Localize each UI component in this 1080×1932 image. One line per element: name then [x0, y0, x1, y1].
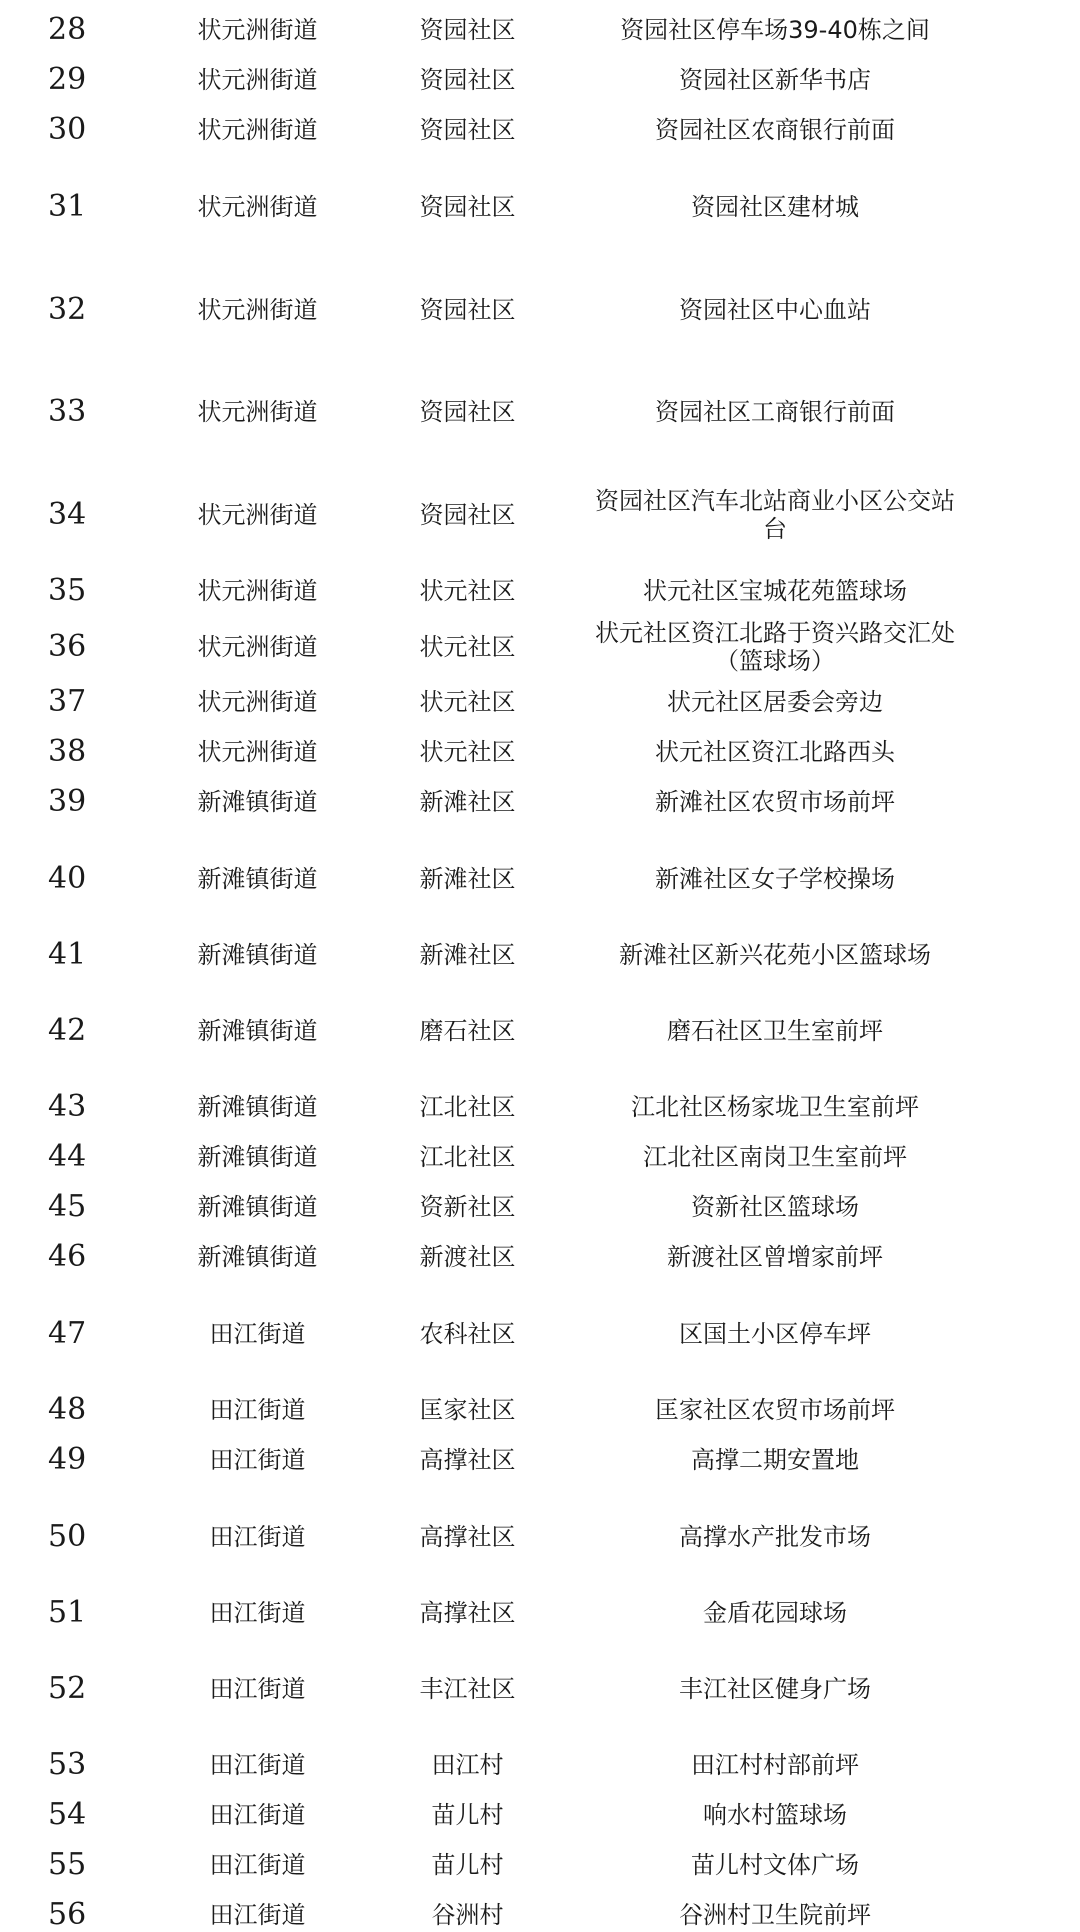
street-cell: 田江街道	[209, 1801, 306, 1829]
community-cell: 新滩社区	[419, 941, 516, 969]
community-cell: 江北社区	[419, 1143, 516, 1171]
street-cell: 田江街道	[209, 1599, 306, 1627]
street-cell: 田江街道	[209, 1901, 306, 1929]
place-cell: 资园社区停车场39-40栋之间	[620, 16, 930, 44]
place-cell: 资园社区汽车北站商业小区公交站台	[595, 487, 955, 543]
row-number: 30	[48, 112, 87, 147]
place-cell: 资园社区新华书店	[679, 66, 871, 94]
street-cell: 田江街道	[209, 1320, 306, 1348]
community-cell: 状元社区	[419, 577, 516, 605]
place-cell: 磨石社区卫生室前坪	[667, 1017, 883, 1045]
street-cell: 状元洲街道	[197, 193, 318, 221]
place-cell: 区国土小区停车坪	[679, 1320, 871, 1348]
place-cell: 响水村篮球场	[703, 1801, 847, 1829]
place-cell: 江北社区杨家垅卫生室前坪	[631, 1093, 919, 1121]
row-number: 47	[48, 1316, 87, 1351]
community-cell: 新滩社区	[419, 865, 516, 893]
row-number: 50	[48, 1519, 87, 1554]
row-number: 31	[48, 189, 87, 224]
place-cell: 状元社区居委会旁边	[667, 688, 883, 716]
community-cell: 资园社区	[419, 296, 516, 324]
row-number: 54	[48, 1797, 87, 1832]
street-cell: 新滩镇街道	[197, 1093, 318, 1121]
street-cell: 田江街道	[209, 1396, 306, 1424]
community-cell: 资园社区	[419, 66, 516, 94]
place-cell: 资园社区农商银行前面	[655, 116, 895, 144]
street-cell: 田江街道	[209, 1446, 306, 1474]
street-cell: 状元洲街道	[197, 116, 318, 144]
row-number: 56	[48, 1897, 87, 1932]
street-cell: 田江街道	[209, 1851, 306, 1879]
community-cell: 谷洲村	[431, 1901, 504, 1929]
community-cell: 新渡社区	[419, 1243, 516, 1271]
community-cell: 农科社区	[419, 1320, 516, 1348]
place-cell: 丰江社区健身广场	[679, 1675, 871, 1703]
community-cell: 状元社区	[419, 633, 516, 661]
street-cell: 新滩镇街道	[197, 1243, 318, 1271]
street-cell: 新滩镇街道	[197, 1193, 318, 1221]
place-cell: 高撑水产批发市场	[679, 1523, 871, 1551]
place-cell: 苗儿村文体广场	[691, 1851, 859, 1879]
street-cell: 新滩镇街道	[197, 865, 318, 893]
community-cell: 匡家社区	[419, 1396, 516, 1424]
street-cell: 状元洲街道	[197, 633, 318, 661]
row-number: 44	[48, 1139, 87, 1174]
row-number: 46	[48, 1239, 87, 1274]
row-number: 42	[48, 1013, 87, 1048]
street-cell: 状元洲街道	[197, 501, 318, 529]
community-cell: 资园社区	[419, 116, 516, 144]
street-cell: 状元洲街道	[197, 296, 318, 324]
street-cell: 状元洲街道	[197, 398, 318, 426]
place-cell: 资园社区中心血站	[679, 296, 871, 324]
place-cell: 谷洲村卫生院前坪	[679, 1901, 871, 1929]
street-cell: 新滩镇街道	[197, 1017, 318, 1045]
place-cell: 新滩社区女子学校操场	[655, 865, 895, 893]
street-cell: 状元洲街道	[197, 577, 318, 605]
community-cell: 资新社区	[419, 1193, 516, 1221]
row-number: 35	[48, 573, 87, 608]
row-number: 52	[48, 1671, 87, 1706]
place-cell: 江北社区南岗卫生室前坪	[643, 1143, 907, 1171]
row-number: 36	[48, 629, 87, 664]
street-cell: 新滩镇街道	[197, 941, 318, 969]
community-cell: 状元社区	[419, 688, 516, 716]
row-number: 33	[48, 394, 87, 429]
street-cell: 状元洲街道	[197, 738, 318, 766]
place-cell: 新渡社区曾增家前坪	[667, 1243, 883, 1271]
row-number: 49	[48, 1442, 87, 1477]
row-number: 39	[48, 784, 87, 819]
community-cell: 磨石社区	[419, 1017, 516, 1045]
place-cell: 田江村村部前坪	[691, 1751, 859, 1779]
community-cell: 状元社区	[419, 738, 516, 766]
community-cell: 高撑社区	[419, 1599, 516, 1627]
place-cell: 新滩社区新兴花苑小区篮球场	[619, 941, 931, 969]
row-number: 38	[48, 734, 87, 769]
community-cell: 田江村	[431, 1751, 504, 1779]
place-cell: 高撑二期安置地	[691, 1446, 859, 1474]
community-cell: 高撑社区	[419, 1446, 516, 1474]
place-cell: 状元社区宝城花苑篮球场	[643, 577, 907, 605]
community-cell: 江北社区	[419, 1093, 516, 1121]
community-cell: 资园社区	[419, 501, 516, 529]
row-number: 45	[48, 1189, 87, 1224]
place-cell: 资园社区建材城	[691, 193, 859, 221]
row-number: 41	[48, 937, 87, 972]
row-number: 43	[48, 1089, 87, 1124]
place-cell: 资园社区工商银行前面	[655, 398, 895, 426]
street-cell: 田江街道	[209, 1751, 306, 1779]
row-number: 55	[48, 1847, 87, 1882]
community-cell: 苗儿村	[431, 1851, 504, 1879]
street-cell: 状元洲街道	[197, 16, 318, 44]
row-number: 51	[48, 1595, 87, 1630]
row-number: 40	[48, 861, 87, 896]
community-cell: 高撑社区	[419, 1523, 516, 1551]
place-cell: 新滩社区农贸市场前坪	[655, 788, 895, 816]
row-number: 53	[48, 1747, 87, 1782]
place-cell: 状元社区资江北路于资兴路交汇处（篮球场）	[595, 619, 955, 675]
place-cell: 匡家社区农贸市场前坪	[655, 1396, 895, 1424]
street-cell: 新滩镇街道	[197, 788, 318, 816]
community-cell: 丰江社区	[419, 1675, 516, 1703]
street-cell: 田江街道	[209, 1523, 306, 1551]
row-number: 28	[48, 12, 87, 47]
community-cell: 苗儿村	[431, 1801, 504, 1829]
community-cell: 资园社区	[419, 398, 516, 426]
row-number: 32	[48, 292, 87, 327]
place-cell: 资新社区篮球场	[691, 1193, 859, 1221]
row-number: 48	[48, 1392, 87, 1427]
row-number: 34	[48, 497, 87, 532]
row-number: 29	[48, 62, 87, 97]
street-cell: 新滩镇街道	[197, 1143, 318, 1171]
street-cell: 田江街道	[209, 1675, 306, 1703]
street-cell: 状元洲街道	[197, 688, 318, 716]
community-cell: 资园社区	[419, 193, 516, 221]
row-number: 37	[48, 684, 87, 719]
street-cell: 状元洲街道	[197, 66, 318, 94]
place-cell: 状元社区资江北路西头	[655, 738, 895, 766]
place-cell: 金盾花园球场	[703, 1599, 847, 1627]
community-cell: 新滩社区	[419, 788, 516, 816]
community-cell: 资园社区	[419, 16, 516, 44]
